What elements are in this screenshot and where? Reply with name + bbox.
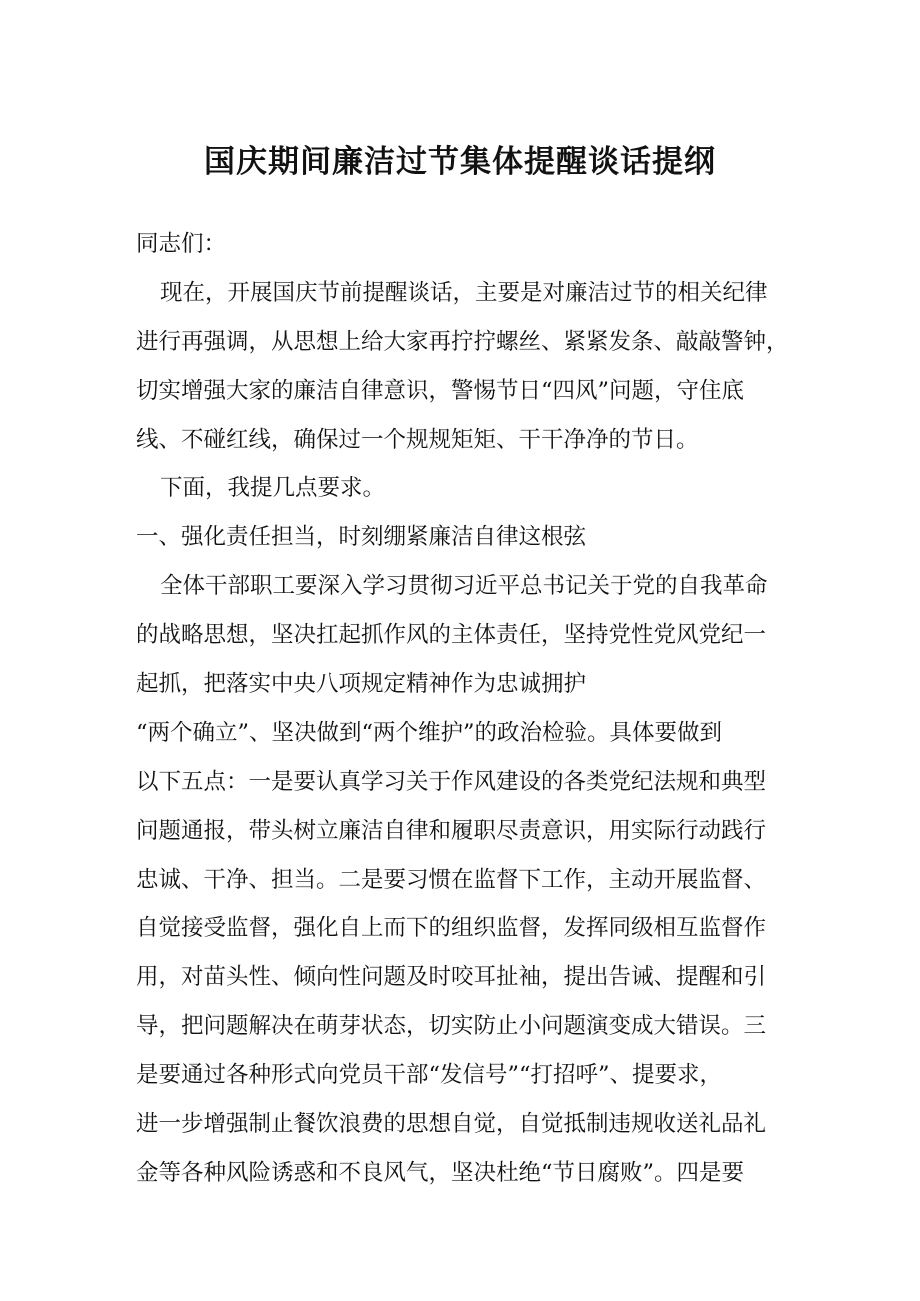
- body-line: 以下五点：一是要认真学习关于作风建设的各类党纪法规和典型: [136, 768, 767, 795]
- body-line: “两个确立”、坚决做到“两个维护”的政治检验。具体要做到: [136, 719, 723, 746]
- body-line: 导，把问题解决在萌芽状态，切实防止小问题演变成大错误。三: [136, 1013, 767, 1040]
- body-line: 的战略思想，坚决扛起抓作风的主体责任，坚持党性党风党纪一: [136, 622, 767, 649]
- body-line: 全体干部职工要深入学习贯彻习近平总书记关于党的自我革命: [160, 573, 768, 600]
- body-line: 金等各种风险诱惑和不良风气，坚决杜绝“节日腐败”。四是要: [136, 1159, 745, 1186]
- body-line: 忠诚、干净、担当。二是要习惯在监督下工作，主动开展监督、: [136, 866, 767, 893]
- document-title: 国庆期间廉洁过节集体提醒谈话提纲: [204, 144, 716, 180]
- body-line: 切实增强大家的廉洁自律意识，警惕节日“四风”问题，守住底: [136, 377, 745, 404]
- body-line: 进一步增强制止餐饮浪费的思想自觉，自觉抵制违规收送礼品礼: [136, 1111, 767, 1138]
- body-line: 是要通过各种形式向党员干部“发信号”“打招呼”、提要求，: [136, 1062, 723, 1089]
- body-line: 自觉接受监督，强化自上而下的组织监督，发挥同级相互监督作: [136, 915, 767, 942]
- body-line: 起抓，把落实中央八项规定精神作为忠诚拥护: [136, 671, 587, 698]
- body-line: 下面，我提几点要求。: [160, 475, 386, 502]
- body-line: 线、不碰红线，确保过一个规规矩矩、干干净净的节日。: [136, 426, 699, 453]
- body-line: 现在，开展国庆节前提醒谈话，主要是对廉洁过节的相关纪律: [160, 279, 768, 306]
- section-heading: 一、强化责任担当，时刻绷紧廉洁自律这根弦: [136, 524, 587, 551]
- salutation-line: 同志们：: [136, 231, 227, 257]
- body-line: 进行再强调，从思想上给大家再拧拧螺丝、紧紧发条、敲敲警钟，: [136, 328, 789, 355]
- body-line: 用，对苗头性、倾向性问题及时咬耳扯袖，提出告诫、提醒和引: [136, 964, 767, 991]
- document-body: [136, 220, 816, 1198]
- body-line: 问题通报，带头树立廉洁自律和履职尽责意识，用实际行动践行: [136, 817, 767, 844]
